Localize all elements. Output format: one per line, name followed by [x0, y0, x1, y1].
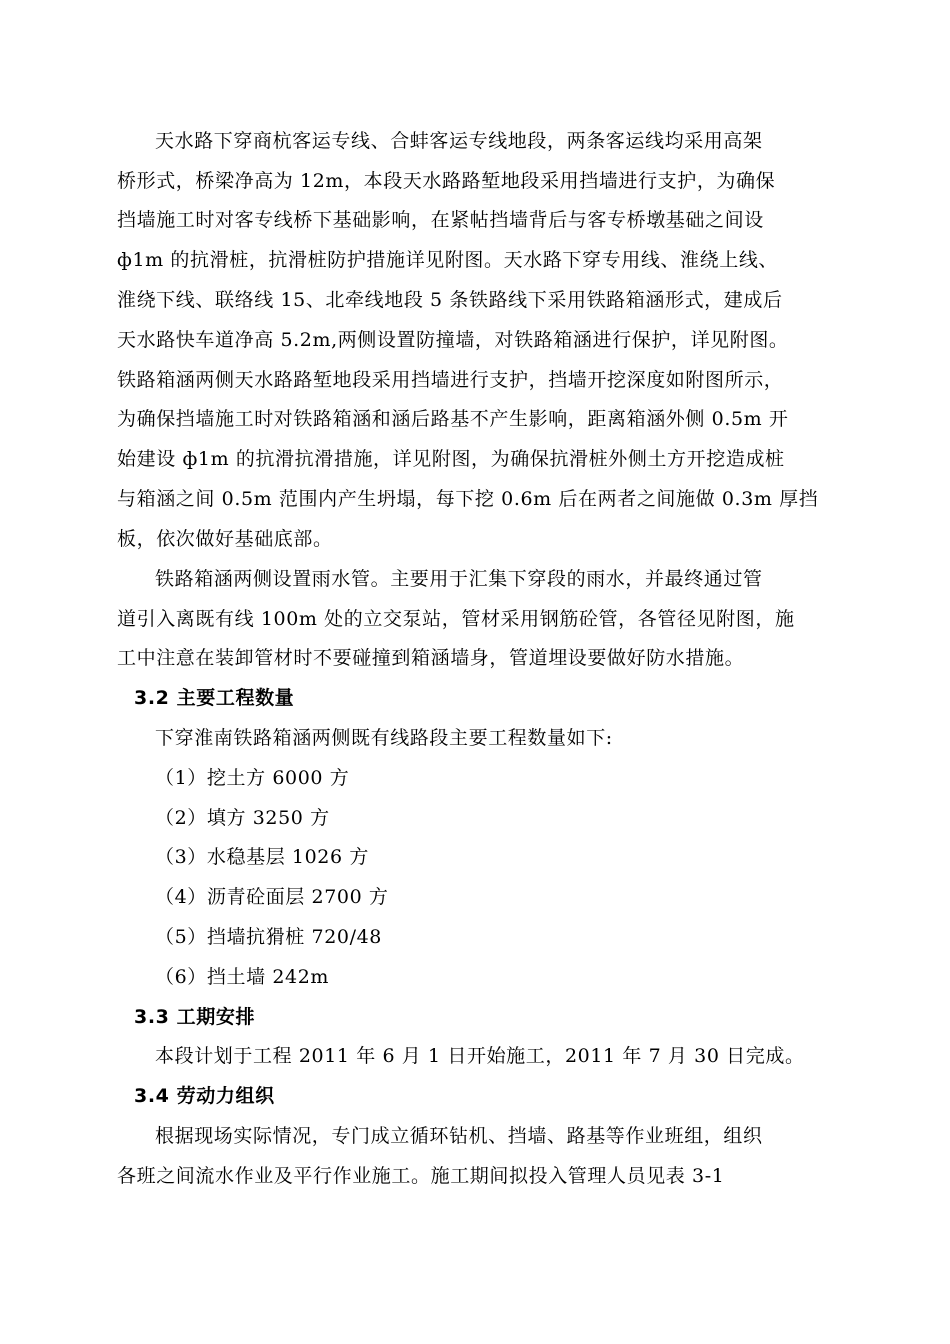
paragraph-line: ф1m 的抗滑桩，抗滑桩防护措施详见附图。天水路下穿专用线、淮绕上线、 — [117, 249, 779, 271]
list-item: （3）水稳基层 1026 方 — [155, 846, 369, 868]
section-heading: 3.4 劳动力组织 — [134, 1085, 275, 1107]
paragraph-line: 为确保挡墙施工时对铁路箱涵和涵后路基不产生影响，距离箱涵外侧 0.5m 开 — [117, 408, 789, 430]
list-item: （4）沥青砼面层 2700 方 — [155, 886, 389, 908]
paragraph-line: 铁路箱涵两侧天水路路堑地段采用挡墙进行支护，挡墙开挖深度如附图所示， — [117, 369, 784, 391]
paragraph-line: 铁路箱涵两侧设置雨水管。主要用于汇集下穿段的雨水，并最终通过管 — [155, 568, 763, 590]
list-item: （6）挡土墙 242m — [155, 966, 330, 988]
paragraph-line: 各班之间流水作业及平行作业施工。施工期间拟投入管理人员见表 3-1 — [117, 1165, 725, 1187]
section-intro: 下穿淮南铁路箱涵两侧既有线路段主要工程数量如下: — [155, 727, 613, 749]
paragraph-line: 挡墙施工时对客专线桥下基础影响，在紧帖挡墙背后与客专桥墩基础之间设 — [117, 209, 764, 231]
paragraph-line: 淮绕下线、联络线 15、北牵线地段 5 条铁路线下采用铁路箱涵形式，建成后 — [117, 289, 783, 311]
paragraph-line: 工中注意在装卸管材时不要碰撞到箱涵墙身，管道埋设要做好防水措施。 — [117, 647, 745, 669]
list-item: （1）挖土方 6000 方 — [155, 767, 350, 789]
section-heading: 3.2 主要工程数量 — [134, 687, 295, 709]
list-item: （2）填方 3250 方 — [155, 807, 330, 829]
paragraph-line: 根据现场实际情况，专门成立循环钻机、挡墙、路基等作业班组，组织 — [155, 1125, 763, 1147]
paragraph-line: 与箱涵之间 0.5m 范围内产生坍塌，每下挖 0.6m 后在两者之间施做 0.3m 厚挡 — [117, 488, 819, 510]
list-item: （5）挡墙抗猾桩 720/48 — [155, 926, 382, 948]
paragraph-line: 始建设 ф1m 的抗滑抗滑措施，详见附图，为确保抗滑桩外侧土方开挖造成桩 — [117, 448, 785, 470]
paragraph-line: 板，依次做好基础底部。 — [117, 528, 333, 550]
paragraph-line: 桥形式，桥梁净高为 12m，本段天水路路堑地段采用挡墙进行支护，为确保 — [117, 170, 776, 192]
paragraph-line: 天水路下穿商杭客运专线、合蚌客运专线地段，两条客运线均采用高架 — [155, 130, 763, 152]
section-heading: 3.3 工期安排 — [134, 1006, 256, 1028]
paragraph-line: 本段计划于工程 2011 年 6 月 1 日开始施工，2011 年 7 月 30 日完成。 — [155, 1045, 805, 1067]
paragraph-line: 天水路快车道净高 5.2m,两侧设置防撞墙，对铁路箱涵进行保护，详见附图。 — [117, 329, 789, 351]
paragraph-line: 道引入离既有线 100m 处的立交泵站，管材采用钢筋砼管，各管径见附图，施 — [117, 608, 795, 630]
